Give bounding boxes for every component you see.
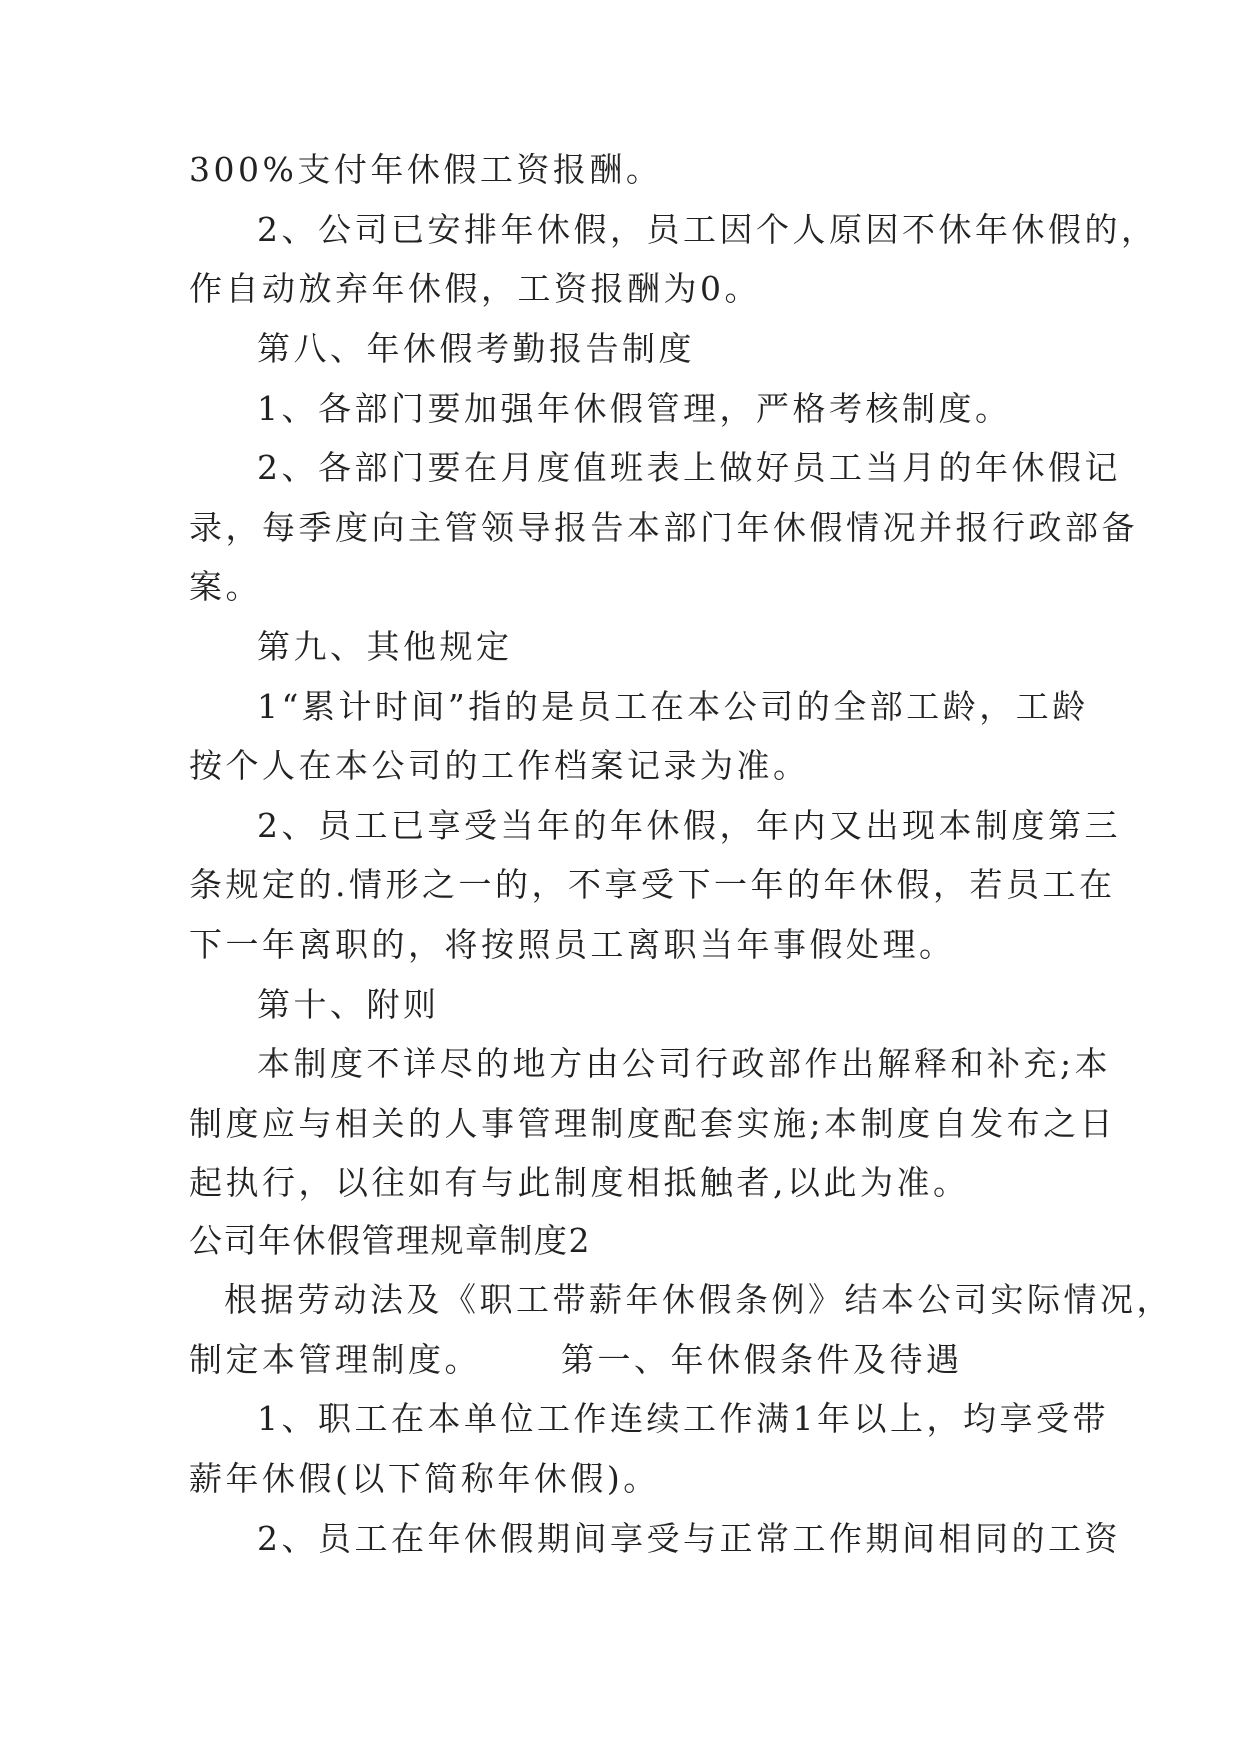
text-line: 根据劳动法及《职工带薪年休假条例》结本公司实际情况，: [224, 1280, 1173, 1319]
text-line: 1、职工在本单位工作连续工作满1年以上，均享受带: [257, 1399, 1109, 1438]
text-line: 薪年休假(以下简称年休假)。: [189, 1459, 660, 1498]
section-heading: 第八、年休假考勤报告制度: [257, 329, 695, 368]
text-line: 制度应与相关的人事管理制度配套实施;本制度自发布之日: [189, 1104, 1117, 1143]
section-heading: 第十、附则: [257, 985, 440, 1024]
text-line: 按个人在本公司的工作档案记录为准。: [189, 746, 810, 785]
text-line: 条规定的.情形之一的，不享受下一年的年休假，若员工在: [189, 865, 1116, 904]
text-line: 起执行，以往如有与此制度相抵触者,以此为准。: [189, 1163, 970, 1202]
text-line: 300%支付年休假工资报酬。: [189, 150, 663, 189]
document-title: 公司年休假管理规章制度2: [189, 1221, 591, 1260]
text-line-with-heading: [189, 1340, 963, 1380]
text-line: 下一年离职的，将按照员工离职当年事假处理。: [189, 925, 956, 964]
text-line: 1、各部门要加强年休假管理，严格考核制度。: [257, 389, 1012, 428]
section-heading: 第一、年休假条件及待遇: [561, 1340, 963, 1379]
text-line: 作自动放弃年休假，工资报酬为0。: [189, 269, 761, 308]
text-line: 2、各部门要在月度值班表上做好员工当月的年休假记: [257, 448, 1121, 487]
text-segment: 制定本管理制度。: [189, 1340, 481, 1379]
text-line: 1“累计时间”指的是员工在本公司的全部工龄，工龄: [257, 687, 1089, 726]
text-line: 2、员工已享受当年的年休假，年内又出现本制度第三: [257, 806, 1121, 845]
text-line: 2、公司已安排年休假，员工因个人原因不休年休假的，: [257, 210, 1158, 249]
text-line: 案。: [189, 567, 262, 606]
text-line: 2、员工在年休假期间享受与正常工作期间相同的工资: [257, 1519, 1121, 1558]
text-line: 本制度不详尽的地方由公司行政部作出解释和补充;本: [257, 1044, 1112, 1083]
section-heading: 第九、其他规定: [257, 627, 513, 666]
text-line: 录，每季度向主管领导报告本部门年休假情况并报行政部备: [189, 508, 1138, 547]
